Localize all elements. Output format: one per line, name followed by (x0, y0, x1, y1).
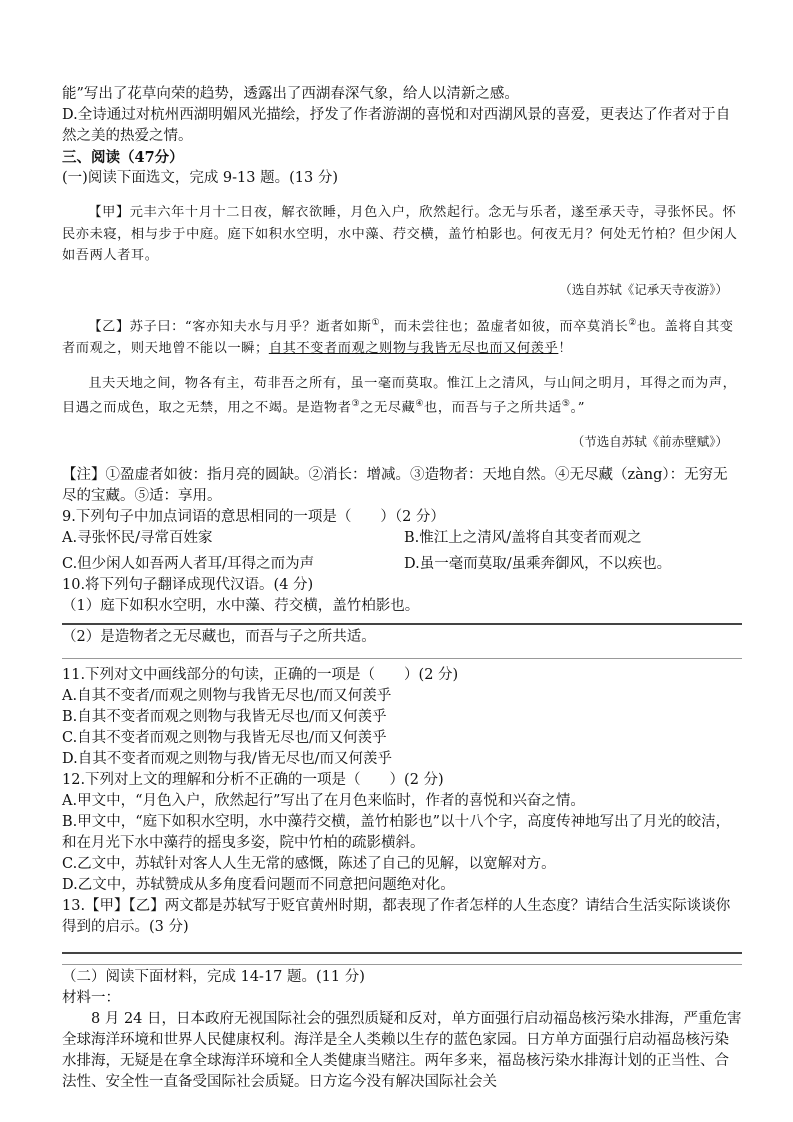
passage-yi-2 (62, 373, 742, 419)
text-line: D.全诗通过对杭州西湖明媚风光描绘，抒发了作者游湖的喜悦和对西湖风景的喜爱，更表达了作者对于自然之美的热爱之情。 (62, 107, 731, 144)
option-d: D.虽一毫而莫取/虽乘奔御风，不以疾也。 (404, 555, 672, 572)
passage-text: 也，而吾与子之所共适 (424, 400, 562, 416)
passage-text: 也。盖将自其变者而观之，则天地曾不能以一瞬； (62, 319, 734, 356)
passage-text: ！ (558, 340, 573, 356)
option-c: C.但少闲人如吾两人者耳/耳得之而为声 (62, 555, 315, 572)
annotation-note: 【注】①盈虚者如彼：指月亮的圆缺。②消长：增减。③造物者：天地自然。④无尽藏（zàng）：无穷无尽的宝藏。⑤适：享用。 (62, 466, 728, 504)
question-9: 9.下列句子中加点词语的意思相同的一项是（ ）（2 分） (62, 508, 445, 525)
passage-text: 。” (570, 400, 586, 416)
question-13: 13.【甲】【乙】两文都是苏轼写于贬官黄州时期，都表现了作者怎样的人生态度？请结合生活实际谈谈你得到的启示。(3 分) (62, 897, 731, 935)
passage-text: ，而未尝往也；盈虚者如彼，而卒莫消长 (380, 319, 629, 335)
q9-options-row (62, 554, 742, 575)
footnote-marker: ① (371, 318, 381, 329)
source-citation: （节选自苏轼《前赤壁赋》） (571, 434, 728, 450)
subsection-heading: （二）阅读下面材料，完成 14-17 题。(11 分) (62, 968, 365, 985)
answer-line (62, 658, 742, 659)
footnote-marker: ② (628, 318, 638, 329)
document-page (62, 84, 742, 1093)
q9-options-row (62, 528, 742, 549)
option-d: D.乙文中，苏轼赞成从多角度看问题而不同意把问题绝对化。 (62, 876, 455, 893)
underlined-sentence: 自其不变者而观之则物与我皆无尽也而又何羡乎 (268, 340, 559, 356)
option-b: B.甲文中，“庭下如积水空明，水中藻荇交横，盖竹柏影也”以十八个字，高度传神地写出了月光的皎洁，和在月光下水中藻荇的摇曳多姿，院中竹柏的疏影横斜。 (62, 813, 731, 851)
question-10: 10.将下列句子翻译成现代汉语。(4 分) (62, 576, 314, 593)
footnote-marker: ④ (415, 399, 425, 410)
option-a: A.甲文中，“月色入户，欣然起行”写出了在月色来临时，作者的喜悦和兴奋之情。 (62, 792, 585, 809)
subsection-heading: (一)阅读下面选文，完成 9-13 题。(13 分) (62, 170, 338, 186)
passage-jia: 【甲】元丰六年十月十二日夜，解衣欲睡，月色入户，欣然起行。念无与乐者，遂至承天寺，寻张怀民。怀民亦未寝，相与步于中庭。庭下如积水空明，水中藻、荇交横，盖竹柏影也。何夜无月？何处无竹柏？但少闲人如吾两人者耳。 (62, 205, 738, 264)
material-paragraph: 8 月 24 日，日本政府无视国际社会的强烈质疑和反对，单方面强行启动福岛核污染水排海，严重危害全球海洋环境和世界人民健康权利。海洋是全人类赖以生存的蓝色家园。日方单方面强行启动福岛核污染水排海，无疑是在拿全球海洋环境和全人类健康当赌注。两年多来，福岛核污染水排海计划的正当性、合法性、安全性一直备受国际社会质疑。日方迄今没有解决国际社会关 (62, 1010, 742, 1090)
translate-item-1: （1）庭下如积水空明，水中藻、荇交横，盖竹柏影也。 (62, 597, 420, 614)
passage-text: 之无尽藏 (360, 400, 416, 416)
option-c: C.自其不变者而观之则物与我皆无尽也/而又何羡乎 (62, 729, 387, 746)
passage-yi (62, 313, 742, 359)
text-line: 能”写出了花草向荣的趋势，透露出了西湖春深气象，给人以清新之感。 (62, 86, 519, 102)
answer-line (62, 964, 742, 965)
question-11: 11.下列对文中画线部分的句读，正确的一项是（ ）(2 分) (62, 666, 459, 683)
option-d: D.自其不变者而观之则物与我/皆无尽也/而又何羡乎 (62, 750, 392, 767)
section-heading: 三、阅读（47分） (62, 149, 184, 166)
option-c: C.乙文中，苏轼针对客人人生无常的感慨，陈述了自己的见解，以宽解对方。 (62, 855, 556, 872)
option-b: B.自其不变者而观之则物与我皆无尽也/而又何羡乎 (62, 708, 387, 725)
material-label: 材料一： (62, 989, 120, 1006)
option-a: A.自其不变者/而观之则物与我皆无尽也/而又何羡乎 (62, 687, 392, 704)
question-12: 12.下列对上文的理解和分析不正确的一项是（ ）(2 分) (62, 771, 444, 788)
answer-line (62, 952, 742, 954)
translate-item-2: （2）是造物者之无尽藏也，而吾与子之所共适。 (62, 628, 376, 645)
option-a: A.寻张怀民/寻常百姓家 (62, 529, 213, 546)
option-b: B.惟江上之清风/盖将自其变者而观之 (404, 529, 642, 546)
answer-line (62, 623, 742, 625)
source-citation: （选自苏轼《记承天寺夜游》） (559, 281, 728, 297)
passage-text: 【乙】苏子曰：“客亦知夫水与月乎？逝者如斯 (88, 319, 372, 335)
footnote-marker: ⑤ (561, 399, 571, 410)
footnote-marker: ③ (351, 399, 361, 410)
passage-text: 且夫天地之间，物各有主，苟非吾之所有，虽一毫而莫取。惟江上之清风，与山间之明月，耳得之而为声，目遇之而成色，取之无禁，用之不竭。是造物者 (62, 375, 737, 416)
